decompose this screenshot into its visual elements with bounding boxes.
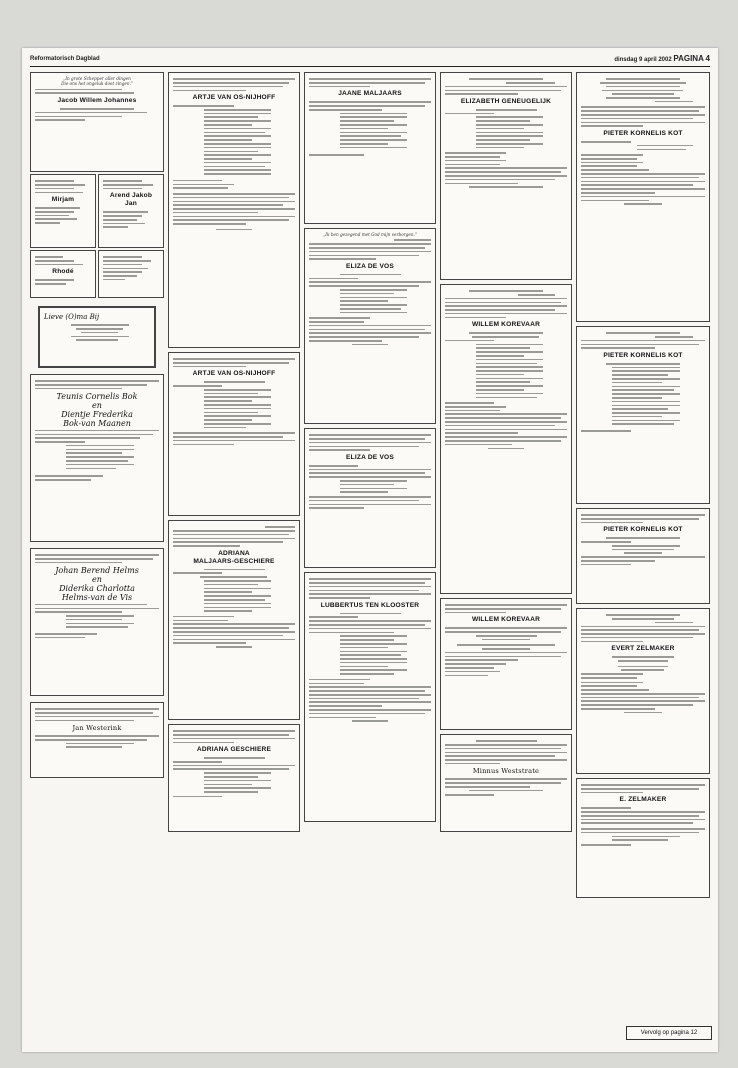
ad-name: Minnus Weststrate (472, 767, 540, 776)
announcement-e5 (576, 778, 710, 898)
announcement-a2 (30, 174, 96, 248)
ad-name: ARTJE VAN OS-NIJHOFF (192, 370, 276, 378)
announcement-e2 (576, 326, 710, 504)
masthead (30, 54, 710, 67)
ad-name: Teunis Cornelis Bok en Dientje Frederika Bok-van Maanen (56, 391, 138, 428)
ad-quote: „Ik ben gezegend met God mijn verborgen." (323, 232, 417, 237)
ad-name: PIETER KORNELIS KOT (603, 129, 683, 137)
announcement-b4 (168, 724, 300, 832)
ad-name: Johan Berend Helms en Diderika Charlotta Helms-van de Vis (55, 565, 139, 602)
issue-date: dinsdag 9 april 2002 (614, 57, 672, 63)
page-number: 4 (705, 54, 710, 63)
announcement-e1 (576, 72, 710, 322)
announcement-e4 (576, 608, 710, 774)
announcement-a4 (30, 250, 96, 298)
ad-name: WILLEM KOREVAAR (471, 321, 541, 329)
announcement-c4 (304, 572, 436, 822)
ad-name: PIETER KORNELIS KOT (603, 526, 683, 534)
ad-name: LUBBERTUS TEN KLOOSTER (320, 601, 420, 609)
newspaper-page (22, 48, 718, 1052)
ad-name: Mirjam (51, 196, 75, 204)
announcement-c3 (304, 428, 436, 568)
paper-name: Reformatorisch Dagblad (30, 56, 100, 62)
continued-on-page-link[interactable]: Vervolg op pagina 12 (626, 1026, 712, 1040)
ad-name: WILLEM KOREVAAR (471, 616, 541, 624)
ad-name: Rhodé (52, 268, 74, 276)
announcement-d2 (440, 284, 572, 594)
ad-name: ARTJE VAN OS-NIJHOFF (192, 94, 276, 102)
ad-name: Lieve (O)ma Bij (44, 313, 100, 321)
ad-name: ELIZA DE VOS (346, 453, 394, 461)
page-label: PAGINA (673, 54, 704, 63)
ad-name: ADRIANA GESCHIERE (196, 746, 272, 754)
announcement-b3 (168, 520, 300, 720)
ad-name: ELIZA DE VOS (346, 262, 394, 270)
announcement-c2 (304, 228, 436, 424)
announcement-b2 (168, 352, 300, 516)
ad-name: E. ZELMAKER (619, 796, 667, 804)
ad-name: EVERT ZELMAKER (611, 645, 675, 653)
ad-name: ADRIANA MALJAARS-GESCHIERE (193, 549, 275, 565)
ad-name: ELIZABETH GENEUGELIJK (460, 97, 552, 105)
ad-name: Arend Jakob Jan (109, 192, 153, 208)
announcement-d3 (440, 598, 572, 730)
ad-name: PIETER KORNELIS KOT (603, 351, 683, 359)
announcement-a6 (30, 374, 164, 542)
announcement-a4b (98, 250, 164, 298)
announcement-e3 (576, 508, 710, 604)
announcement-d1 (440, 72, 572, 280)
announcement-c1 (304, 72, 436, 224)
announcement-a5 (38, 306, 156, 368)
announcement-a7 (30, 548, 164, 696)
announcement-a3 (98, 174, 164, 248)
ad-name: Jacob Willem Johannes (57, 96, 137, 104)
announcement-a1 (30, 72, 164, 172)
announcement-a8 (30, 702, 164, 778)
announcement-b1 (168, 72, 300, 348)
announcement-d4 (440, 734, 572, 832)
ad-quote: „In grote Schepper aller dingen Die ons het ongeluk doet zingen." (61, 76, 133, 87)
masthead-date-page (614, 54, 710, 63)
ad-name: JAANE MALJAARS (338, 90, 402, 98)
ad-name: Jan Westerink (72, 724, 122, 733)
